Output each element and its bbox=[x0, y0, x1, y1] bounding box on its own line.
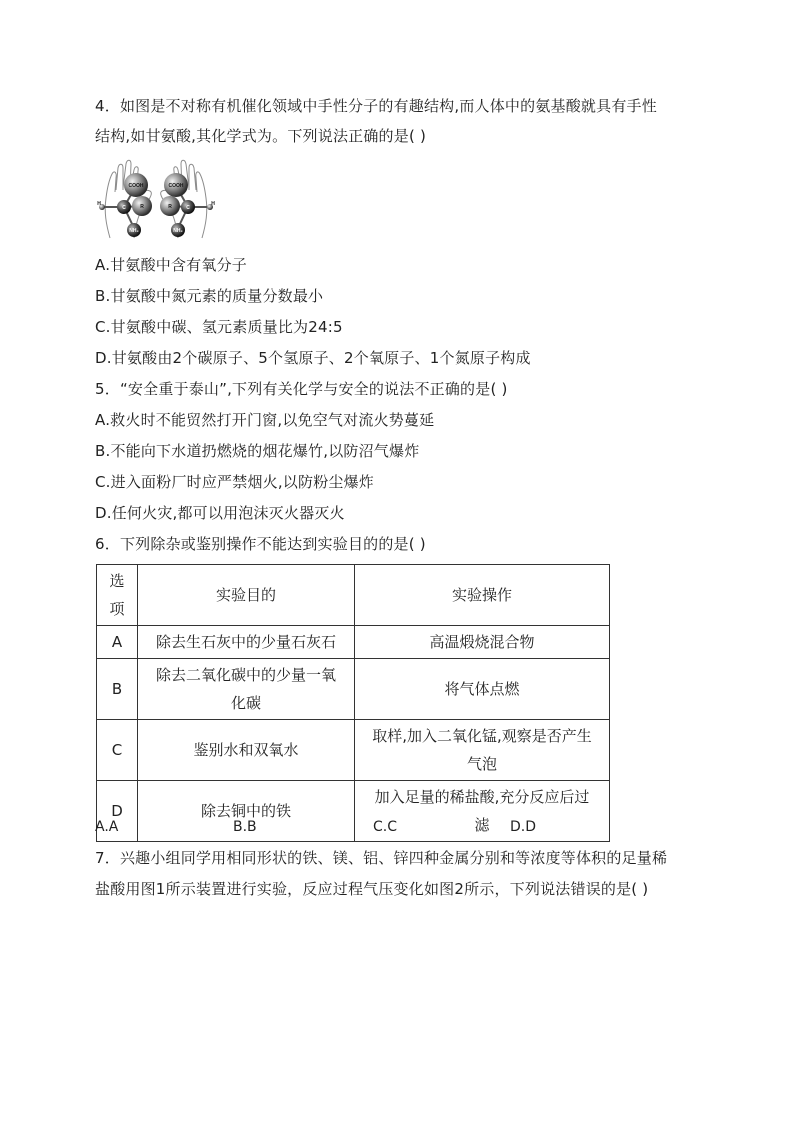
q5-option-d: D.任何火灾,都可以用泡沫灭火器灭火 bbox=[95, 504, 345, 522]
q4-option-a: A.甘氨酸中含有氧分子 bbox=[95, 256, 247, 274]
q6-answers bbox=[95, 817, 615, 837]
svg-text:COOH: COOH bbox=[128, 183, 144, 189]
row-purpose: 除去二氧化碳中的少量一氧 化碳 bbox=[138, 659, 355, 720]
q4-option-d: D.甘氨酸由2个碳原子、5个氢原子、2个氧原子、1个氮原子构成 bbox=[95, 349, 531, 367]
row-operation: 高温煅烧混合物 bbox=[355, 626, 610, 659]
q6-answer-d: D.D bbox=[510, 819, 537, 835]
row-operation: 取样,加入二氧化锰,观察是否产生 气泡 bbox=[355, 720, 610, 781]
q7-stem-line1: 7．兴趣小组同学用相同形状的铁、镁、铝、锌四种金属分别和等浓度等体积的足量稀 bbox=[95, 849, 668, 867]
svg-text:C: C bbox=[186, 205, 190, 211]
q6-answer-b: B.B bbox=[233, 819, 257, 835]
row-option: C bbox=[97, 720, 138, 781]
q6-answer-c: C.C bbox=[373, 819, 398, 835]
q5-option-b: B.不能向下水道扔燃烧的烟花爆竹,以防沼气爆炸 bbox=[95, 442, 420, 460]
row-operation: 将气体点燃 bbox=[355, 659, 610, 720]
q4-stem-line2: 结构,如甘氨酸,其化学式为。下列说法正确的是( ) bbox=[95, 127, 427, 145]
table-header-row bbox=[97, 565, 610, 626]
svg-text:NH₂: NH₂ bbox=[173, 228, 183, 234]
svg-text:R: R bbox=[140, 204, 144, 210]
q5-stem: 5．“安全重于泰山”,下列有关化学与安全的说法不正确的是( ) bbox=[95, 380, 508, 398]
header-option: 选项 bbox=[97, 565, 138, 626]
q5-option-a: A.救火时不能贸然打开门窗,以免空气对流火势蔓延 bbox=[95, 411, 435, 429]
q4-option-c: C.甘氨酸中碳、氢元素质量比为24:5 bbox=[95, 318, 343, 336]
row-purpose: 除去生石灰中的少量石灰石 bbox=[138, 626, 355, 659]
row-purpose: 鉴别水和双氧水 bbox=[138, 720, 355, 781]
q7-stem-line2: 盐酸用图1所示装置进行实验，反应过程气压变化如图2所示，下列说法错误的是( ) bbox=[95, 880, 649, 898]
table-row bbox=[97, 720, 610, 781]
q6-stem: 6．下列除杂或鉴别操作不能达到实验目的的是( ) bbox=[95, 535, 426, 553]
chiral-hands-figure bbox=[96, 158, 216, 244]
row-option: A bbox=[97, 626, 138, 659]
q5-option-c: C.进入面粉厂时应严禁烟火,以防粉尘爆炸 bbox=[95, 473, 375, 491]
svg-text:NH₂: NH₂ bbox=[129, 228, 139, 234]
svg-text:H: H bbox=[97, 201, 101, 207]
row-operation: 加入足量的稀盐酸,充分反应后过 滤 bbox=[355, 781, 610, 842]
row-option: B bbox=[97, 659, 138, 720]
q6-answer-a: A.A bbox=[95, 819, 119, 835]
q6-table bbox=[96, 564, 610, 842]
svg-text:H: H bbox=[211, 201, 215, 207]
table-row bbox=[97, 659, 610, 720]
svg-text:COOH: COOH bbox=[168, 183, 184, 189]
svg-text:R: R bbox=[168, 204, 172, 210]
svg-text:C: C bbox=[122, 205, 126, 211]
q4-stem-line1: 4．如图是不对称有机催化领域中手性分子的有趣结构,而人体中的氨基酸就具有手性 bbox=[95, 97, 657, 115]
q4-option-b: B.甘氨酸中氮元素的质量分数最小 bbox=[95, 287, 324, 305]
header-purpose: 实验目的 bbox=[138, 565, 355, 626]
row-option: D bbox=[97, 781, 138, 842]
table-row bbox=[97, 626, 610, 659]
row-purpose: 除去铜中的铁 bbox=[138, 781, 355, 842]
header-operation: 实验操作 bbox=[355, 565, 610, 626]
